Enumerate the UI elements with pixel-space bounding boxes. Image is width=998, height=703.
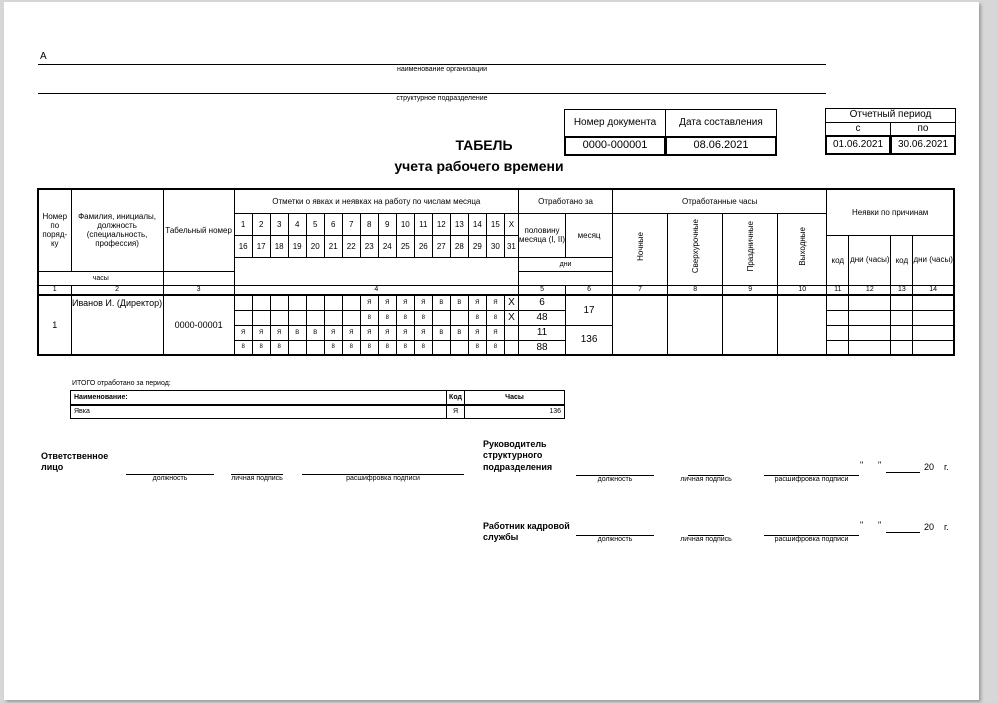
empty-cell <box>849 340 891 355</box>
header-worked: Отработано за <box>519 189 613 213</box>
day-number: 18 <box>270 235 288 257</box>
hours-cell <box>450 340 468 355</box>
header-month: месяц <box>566 213 613 257</box>
doc-number-label: Номер документа <box>564 109 666 137</box>
column-number: 8 <box>668 285 723 295</box>
day-number: 29 <box>468 235 486 257</box>
sig-head-decode-caption: расшифровка подписи <box>774 476 849 483</box>
mark-cell <box>288 295 306 310</box>
mark-cell: В <box>288 325 306 340</box>
header-tab-number: Табельный номер <box>163 189 234 271</box>
header-name: Фамилия, инициалы, должность (специальность, профессия) <box>71 189 163 271</box>
column-number: 5 <box>519 285 566 295</box>
org-letter: А <box>40 51 47 62</box>
hours-cell <box>252 310 270 325</box>
title-main: ТАБЕЛЬ <box>455 137 513 153</box>
hours-cell: 8 <box>414 310 432 325</box>
day-number: 22 <box>342 235 360 257</box>
month-value: 17 <box>566 295 613 325</box>
mark-cell: Я <box>360 325 378 340</box>
days-blank <box>234 257 518 285</box>
day-number: 25 <box>396 235 414 257</box>
sig-responsible-position-caption: должность <box>152 475 188 482</box>
summary-table <box>70 390 565 419</box>
hours-cell: 8 <box>378 340 396 355</box>
empty-cell <box>913 295 954 310</box>
period-from-value: 01.06.2021 <box>825 135 891 155</box>
day-number: 17 <box>252 235 270 257</box>
empty-cell <box>913 310 954 325</box>
day-number: 10 <box>396 213 414 235</box>
empty-cell <box>827 340 849 355</box>
day-number: 15 <box>486 213 504 235</box>
day-number: 5 <box>306 213 324 235</box>
hours-cell: 8 <box>414 340 432 355</box>
empty-cell <box>891 295 913 310</box>
mark-cell: Я <box>414 295 432 310</box>
hours-cell: 8 <box>360 310 378 325</box>
sig-hr-year-suffix: г. <box>944 522 949 532</box>
hours-cell: 8 <box>396 340 414 355</box>
sig-head-label: Руководитель структурного подразделения <box>483 439 553 472</box>
day-number: 12 <box>432 213 450 235</box>
day-number: 31 <box>504 235 518 257</box>
day-number: 11 <box>414 213 432 235</box>
sig-head-position-caption: должность <box>597 476 633 483</box>
doc-date-value: 08.06.2021 <box>665 136 777 156</box>
header-weekend: Выходные <box>778 213 827 285</box>
empty-cell <box>891 340 913 355</box>
mark-cell: Я <box>414 325 432 340</box>
day-number: 14 <box>468 213 486 235</box>
sig-hr-label: Работник кадровой службы <box>483 521 570 543</box>
month-value: 136 <box>566 325 613 355</box>
dept-line <box>38 93 826 94</box>
empty-cell <box>778 295 827 355</box>
mark-cell: Я <box>378 325 396 340</box>
day-number: 2 <box>252 213 270 235</box>
period-label: Отчетный период <box>825 108 956 123</box>
empty-cell <box>849 325 891 340</box>
summary-header-hours: Часы <box>465 391 565 405</box>
column-number: 1 <box>38 285 71 295</box>
employee-num: 1 <box>38 295 71 355</box>
half-month-value: 6 <box>519 295 566 310</box>
header-absence: Неявки по причинам <box>827 189 954 235</box>
mark-cell: Я <box>486 325 504 340</box>
doc-date-label: Дата составления <box>665 109 777 137</box>
hours-cell <box>288 310 306 325</box>
half-month-value: 11 <box>519 325 566 340</box>
summary-row-name: Явка <box>71 405 447 419</box>
hours-cell: 8 <box>270 340 288 355</box>
mark-cell <box>306 295 324 310</box>
day-number: 13 <box>450 213 468 235</box>
hours-cell <box>288 340 306 355</box>
header-holiday: Праздничные <box>723 213 778 285</box>
hours-cell: 8 <box>396 310 414 325</box>
hours-cell: 8 <box>378 310 396 325</box>
day-number: 6 <box>324 213 342 235</box>
sig-hr-quote-open: " <box>860 520 864 530</box>
mark-cell: В <box>306 325 324 340</box>
summary-header-code: Код <box>447 391 465 405</box>
mark-cell: X <box>504 295 518 310</box>
mark-cell: Я <box>468 325 486 340</box>
hours-cell: 8 <box>486 340 504 355</box>
mark-cell <box>342 295 360 310</box>
header-overtime: Сверхурочные <box>668 213 723 285</box>
hours-cell <box>450 310 468 325</box>
hours-cell <box>504 340 518 355</box>
sig-hr-year-prefix: 20 <box>924 522 935 532</box>
header-marks: Отметки о явках и неявках на работу по числам месяца <box>234 189 518 213</box>
day-number: 9 <box>378 213 396 235</box>
half-month-value: 48 <box>519 310 566 325</box>
column-number: 12 <box>849 285 891 295</box>
day-number: 23 <box>360 235 378 257</box>
header-days: дни <box>519 257 613 271</box>
sig-hr-sign-caption: личная подпись <box>680 536 732 543</box>
dept-caption: структурное подразделение <box>396 95 488 102</box>
column-number: 4 <box>234 285 518 295</box>
mark-cell: В <box>432 325 450 340</box>
org-name-caption: наименование организации <box>396 66 488 73</box>
mark-cell <box>252 295 270 310</box>
hours-cell: 8 <box>468 340 486 355</box>
doc-number-value: 0000-000001 <box>564 136 666 156</box>
mark-cell: Я <box>270 325 288 340</box>
day-number: 3 <box>270 213 288 235</box>
half-month-value: 88 <box>519 340 566 355</box>
sig-responsible-sign-caption: личная подпись <box>231 475 283 482</box>
day-number: X <box>504 213 518 235</box>
empty-cell <box>613 295 668 355</box>
period-to-value: 30.06.2021 <box>890 135 956 155</box>
hours-cell: 8 <box>234 340 252 355</box>
mark-cell: Я <box>252 325 270 340</box>
mark-cell <box>504 325 518 340</box>
mark-cell: Я <box>324 325 342 340</box>
hours-cell: 8 <box>468 310 486 325</box>
timesheet-table <box>37 188 955 356</box>
title-sub: учета рабочего времени <box>394 158 564 174</box>
sig-responsible-decode-caption: расшифровка подписи <box>346 475 420 482</box>
day-number: 27 <box>432 235 450 257</box>
sig-hr-quote-close: " <box>878 520 882 530</box>
sig-head-sign-caption: личная подпись <box>680 476 732 483</box>
mark-cell: Я <box>360 295 378 310</box>
column-number: 6 <box>566 285 613 295</box>
empty-cell <box>849 310 891 325</box>
day-number: 4 <box>288 213 306 235</box>
mark-cell: Я <box>468 295 486 310</box>
period-to-label: по <box>890 122 956 136</box>
mark-cell: Я <box>342 325 360 340</box>
mark-cell <box>324 295 342 310</box>
summary-header-name: Наименование: <box>71 391 447 405</box>
header-code-1: код <box>827 235 849 285</box>
header-dayshours-2: дни (часы) <box>913 235 954 285</box>
hours-cell <box>306 310 324 325</box>
hours-cell <box>432 310 450 325</box>
mark-cell: В <box>450 295 468 310</box>
mark-cell: Я <box>396 295 414 310</box>
mark-cell: Я <box>234 325 252 340</box>
empty-cell <box>827 325 849 340</box>
employee-tab-number: 0000-00001 <box>163 295 234 355</box>
day-number: 8 <box>360 213 378 235</box>
hours-cell <box>432 340 450 355</box>
empty-cell <box>827 310 849 325</box>
document-page <box>4 2 979 700</box>
header-night: Ночные <box>613 213 668 285</box>
day-number: 19 <box>288 235 306 257</box>
column-number: 3 <box>163 285 234 295</box>
column-number: 14 <box>913 285 954 295</box>
sig-hr-position-caption: должность <box>597 536 633 543</box>
day-number: 24 <box>378 235 396 257</box>
org-name-line <box>38 64 826 65</box>
day-number: 26 <box>414 235 432 257</box>
sig-responsible-label: Ответственное лицо <box>41 451 109 472</box>
empty-cell <box>668 295 723 355</box>
summary-row-code: Я <box>447 405 465 419</box>
hours-cell: 8 <box>486 310 504 325</box>
hours-cell <box>324 310 342 325</box>
mark-cell: Я <box>378 295 396 310</box>
day-number: 28 <box>450 235 468 257</box>
column-number: 7 <box>613 285 668 295</box>
hours-cell <box>234 310 252 325</box>
empty-cell <box>723 295 778 355</box>
sig-hr-decode-caption: расшифровка подписи <box>774 536 849 543</box>
mark-cell: Я <box>396 325 414 340</box>
header-num: Номер по поряд-ку <box>38 189 71 271</box>
empty-cell <box>849 295 891 310</box>
header-half-month: половину месяца (I, II) <box>519 213 566 257</box>
sig-head-month-line <box>886 472 920 473</box>
period-from-label: с <box>825 122 891 136</box>
hours-cell: 8 <box>252 340 270 355</box>
day-number: 30 <box>486 235 504 257</box>
hours-cell: X <box>504 310 518 325</box>
day-number: 16 <box>234 235 252 257</box>
sig-head-year-suffix: г. <box>944 462 949 472</box>
empty-cell <box>913 340 954 355</box>
header-dayshours-1: дни (часы) <box>849 235 891 285</box>
day-number: 7 <box>342 213 360 235</box>
empty-cell <box>891 325 913 340</box>
sig-head-quote-close: " <box>878 460 882 470</box>
hours-cell: 8 <box>360 340 378 355</box>
column-number: 2 <box>71 285 163 295</box>
day-number: 1 <box>234 213 252 235</box>
header-hours: часы <box>38 271 163 285</box>
empty-cell <box>913 325 954 340</box>
column-number: 9 <box>723 285 778 295</box>
mark-cell <box>234 295 252 310</box>
mark-cell <box>270 295 288 310</box>
hours-cell: 8 <box>324 340 342 355</box>
mark-cell: Я <box>486 295 504 310</box>
summary-row-hours: 136 <box>465 405 565 419</box>
summary-caption: ИТОГО отработано за период: <box>72 380 171 387</box>
column-number: 10 <box>778 285 827 295</box>
column-number: 11 <box>827 285 849 295</box>
empty-cell <box>827 295 849 310</box>
empty-cell <box>891 310 913 325</box>
mark-cell: В <box>450 325 468 340</box>
mark-cell: В <box>432 295 450 310</box>
sig-head-quote-open: " <box>860 460 864 470</box>
hours-cell <box>306 340 324 355</box>
column-number: 13 <box>891 285 913 295</box>
hours-cell <box>270 310 288 325</box>
hours-cell <box>342 310 360 325</box>
header-code-2: код <box>891 235 913 285</box>
sig-hr-month-line <box>886 532 920 533</box>
hours-cell: 8 <box>342 340 360 355</box>
sig-head-year-prefix: 20 <box>924 462 935 472</box>
header-worked-hours: Отработанные часы <box>613 189 827 213</box>
employee-name: Иванов И. (Директор) <box>71 295 163 355</box>
day-number: 20 <box>306 235 324 257</box>
day-number: 21 <box>324 235 342 257</box>
